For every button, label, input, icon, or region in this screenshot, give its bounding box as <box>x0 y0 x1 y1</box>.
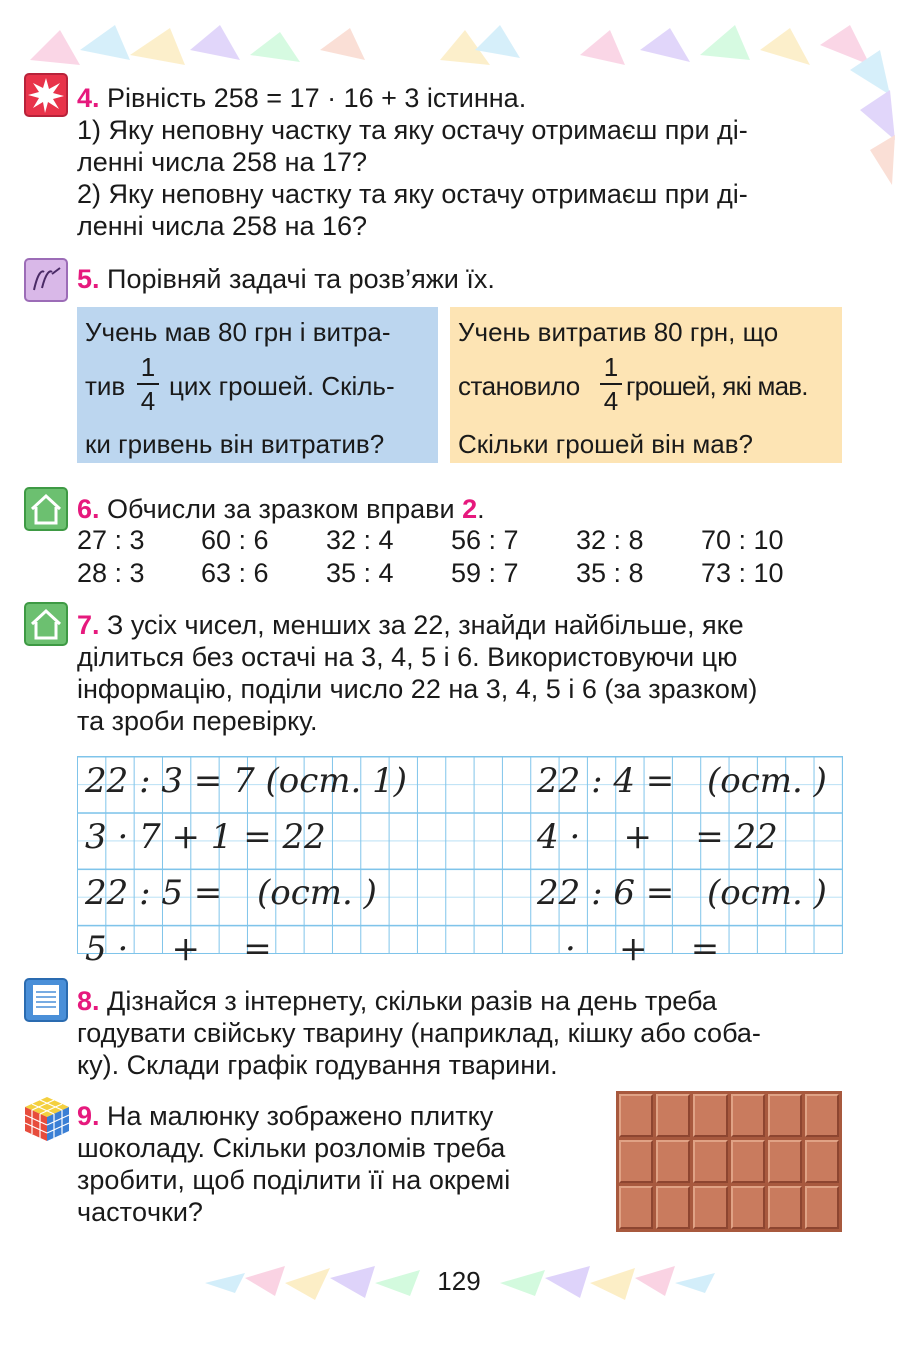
chocolate-piece <box>731 1094 765 1137</box>
task-6: 6. Обчисли за зразком вправи 2. <box>77 494 485 524</box>
squared-notebook-grid <box>77 756 843 969</box>
task-text: годувати свійську тварину (наприклад, кішку або соба- <box>77 1018 761 1048</box>
chocolate-bar-illustration <box>616 1091 842 1232</box>
problem-line: Скільки грошей він мав? <box>458 429 754 459</box>
task-text: На малюнку зображено плитку <box>107 1101 494 1131</box>
rubiks-cube-icon <box>22 1094 72 1144</box>
problem-line: Учень мав 80 грн і витра- <box>85 317 391 347</box>
example: 59 : 7 <box>451 558 519 588</box>
chocolate-piece <box>693 1094 727 1137</box>
task-4 <box>77 82 842 242</box>
task-number: 5. <box>77 264 100 294</box>
task-number: 7. <box>77 610 100 640</box>
handwritten-check: · + = <box>565 929 720 969</box>
home-icon <box>24 602 68 646</box>
fraction-denominator: 4 <box>603 386 619 416</box>
task-text: ленні числа 258 на 17? <box>77 147 368 177</box>
chocolate-piece <box>731 1186 765 1229</box>
handwritten-example: 22 : 3 = 7 (ост. 1) <box>85 761 408 801</box>
problem-box-right <box>450 307 842 463</box>
problem-line: становило <box>458 371 580 401</box>
example: 70 : 10 <box>701 525 784 555</box>
chocolate-piece <box>693 1140 727 1183</box>
example: 35 : 8 <box>576 558 644 588</box>
fraction <box>600 353 622 415</box>
problem-line: цих грошей. Скіль- <box>169 371 395 401</box>
example: 32 : 4 <box>326 525 394 555</box>
handwritten-check: 3 · 7 + 1 = 22 <box>85 817 326 857</box>
handwritten-remainder: (ост. ) <box>707 761 827 801</box>
task-number: 6. <box>77 494 100 524</box>
fraction-numerator: 1 <box>603 352 619 382</box>
fraction-numerator: 1 <box>140 352 156 382</box>
example: 60 : 6 <box>201 525 269 555</box>
task-text: З усіх чисел, менших за 22, знайди найбільше, яке <box>107 610 744 640</box>
example: 27 : 3 <box>77 525 145 555</box>
task-text: 1) Яку неповну частку та яку остачу отримаєш при ді- <box>77 115 748 145</box>
problem-line: Учень витратив 80 грн, що <box>458 317 779 347</box>
star-burst-icon <box>24 73 68 117</box>
task-text: ку). Склади графік годування тварини. <box>77 1050 558 1080</box>
task-5 <box>77 263 842 295</box>
task-text: та зроби перевірку. <box>77 706 318 736</box>
chocolate-piece <box>619 1140 653 1183</box>
task-number: 9. <box>77 1101 100 1131</box>
chocolate-piece <box>805 1094 839 1137</box>
handwritten-remainder: (ост. ) <box>257 873 377 913</box>
task-8 <box>77 985 842 1081</box>
chocolate-piece <box>693 1186 727 1229</box>
chocolate-piece <box>619 1186 653 1229</box>
task-number: 4. <box>77 83 100 113</box>
problem-line: ки гривень він витратив? <box>85 429 385 459</box>
chocolate-piece <box>768 1140 802 1183</box>
task-text: зробити, щоб поділити її на окремі <box>77 1165 511 1195</box>
handwritten-division: 22 : 4 = <box>537 761 675 801</box>
pen-writing-icon <box>24 258 68 302</box>
chocolate-piece <box>656 1140 690 1183</box>
task-text: 2) Яку неповну частку та яку остачу отримаєш при ді- <box>77 179 748 209</box>
handwritten-check: 4 · + = 22 <box>537 817 778 857</box>
task-text: шоколаду. Скільки розломів треба <box>77 1133 506 1163</box>
fraction <box>137 353 159 415</box>
fraction-denominator: 4 <box>140 386 156 416</box>
notebook-icon <box>24 978 68 1022</box>
example: 73 : 10 <box>701 558 784 588</box>
task-number: 8. <box>77 986 100 1016</box>
page-number: 129 <box>437 1266 481 1296</box>
example: 35 : 4 <box>326 558 394 588</box>
chocolate-piece <box>656 1094 690 1137</box>
home-icon <box>24 487 68 531</box>
task-9 <box>77 1100 592 1228</box>
example: 63 : 6 <box>201 558 269 588</box>
task-text: ленні числа 258 на 16? <box>77 211 368 241</box>
chocolate-piece <box>768 1094 802 1137</box>
task-text: Дізнайся з інтернету, скільки разів на день треба <box>107 986 717 1016</box>
chocolate-piece <box>768 1186 802 1229</box>
chocolate-piece <box>619 1094 653 1137</box>
task-text: Обчисли за зразком вправи <box>107 494 455 524</box>
chocolate-piece <box>805 1140 839 1183</box>
problem-line: грошей, які мав. <box>626 371 808 401</box>
handwritten-check: 5 · + = <box>85 929 272 969</box>
task-7 <box>77 609 842 737</box>
chocolate-piece <box>656 1186 690 1229</box>
problem-line: тив <box>85 371 126 401</box>
task-text: інформацію, поділи число 22 на 3, 4, 5 і 6 (за зразком) <box>77 674 758 704</box>
handwritten-division: 22 : 5 = <box>85 873 223 913</box>
example: 56 : 7 <box>451 525 519 555</box>
chocolate-piece <box>805 1186 839 1229</box>
handwritten-division: 22 : 6 = <box>537 873 675 913</box>
task-text: Порівняй задачі та розв’яжи їх. <box>107 264 495 294</box>
handwritten-remainder: (ост. ) <box>707 873 827 913</box>
exercise-reference: 2 <box>462 494 478 524</box>
problem-box-left <box>77 307 438 463</box>
example: 28 : 3 <box>77 558 145 588</box>
chocolate-piece <box>731 1140 765 1183</box>
task-text: ділиться без остачі на 3, 4, 5 і 6. Використовуючи цю <box>77 642 738 672</box>
example: 32 : 8 <box>576 525 644 555</box>
task-text: Рівність 258 = 17 · 16 + 3 істинна. <box>107 83 527 113</box>
task-text: частoчки? <box>77 1197 203 1227</box>
